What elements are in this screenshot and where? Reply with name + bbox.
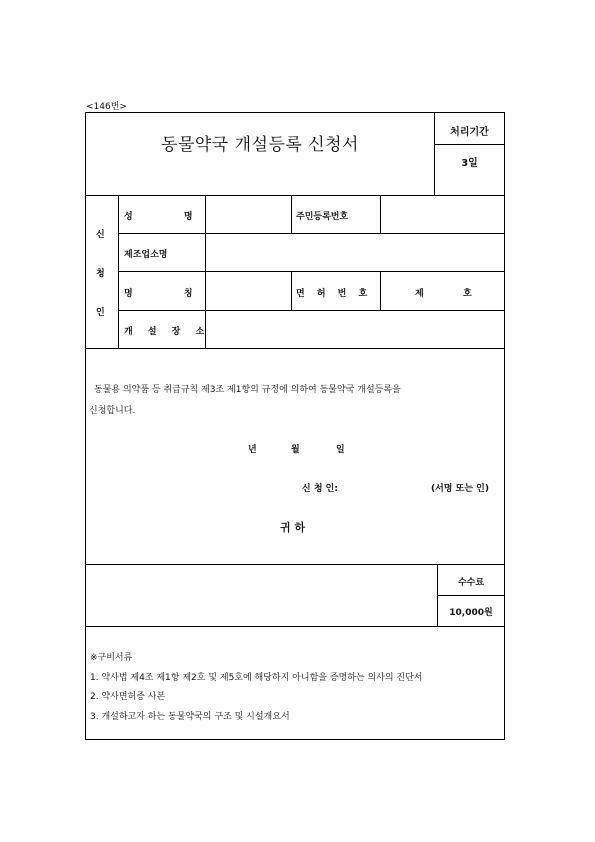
col-divider <box>291 271 292 310</box>
attachment-item: 1. 약사법 제4조 제1항 제2호 및 제5호에 해당하지 아니함을 증명하는 의사의 진단서 <box>90 673 423 683</box>
addressee: 귀 하 <box>280 521 306 534</box>
applicant-side-3: 인 <box>96 308 105 318</box>
section-divider <box>85 348 505 349</box>
statement-line-1: 동물용 의약품 등 취급규칙 제3조 제1항의 규정에 의하여 동물약국 개설등록을 <box>94 385 401 395</box>
section-divider <box>85 564 505 565</box>
date-month: 월 <box>291 445 300 455</box>
row-divider <box>118 271 505 272</box>
col-divider <box>118 195 119 348</box>
license-label: 면 허 번 호 <box>296 289 368 299</box>
col-divider <box>380 271 381 310</box>
form-title: 동물약국 개설등록 신청서 <box>161 135 359 155</box>
form-number: <146번> <box>86 102 127 112</box>
processing-value: 3일 <box>461 158 478 169</box>
rrn-label: 주민등록번호 <box>296 212 349 222</box>
form-frame <box>85 112 505 740</box>
title-label: 명 칭 <box>124 289 193 299</box>
processing-label: 처리기간 <box>450 127 489 138</box>
attachment-item: 3. 개설하고자 하는 동물약국의 구조 및 시설개요서 <box>90 712 290 722</box>
location-label: 개 설 장 소 <box>124 327 205 337</box>
col-divider <box>380 195 381 233</box>
section-divider <box>85 626 505 627</box>
date-year: 년 <box>248 445 257 455</box>
processing-divider <box>434 144 505 145</box>
business-label: 제조업소명 <box>124 250 168 260</box>
col-divider <box>291 195 292 233</box>
row-divider <box>118 310 505 311</box>
license-prefix: 제 <box>415 289 424 299</box>
signature-note: (서명 또는 인) <box>431 484 489 494</box>
row-divider <box>118 233 505 234</box>
fee-row-divider <box>437 595 505 596</box>
fee-value: 10,000원 <box>449 608 493 618</box>
section-divider <box>85 195 505 196</box>
attachments-title: ※구비서류 <box>90 653 133 663</box>
fee-label: 수수료 <box>457 578 485 588</box>
col-divider <box>205 195 206 348</box>
applicant-side-1: 신 <box>96 230 105 240</box>
statement-line-2: 신청합니다. <box>89 406 136 416</box>
applicant-sign-label: 신 청 인: <box>302 484 338 494</box>
date-day: 일 <box>336 445 345 455</box>
name-label: 성 명 <box>124 212 193 222</box>
attachment-item: 2. 약사면허증 사본 <box>90 692 166 702</box>
license-suffix: 호 <box>463 289 472 299</box>
applicant-side-2: 청 <box>96 269 105 279</box>
